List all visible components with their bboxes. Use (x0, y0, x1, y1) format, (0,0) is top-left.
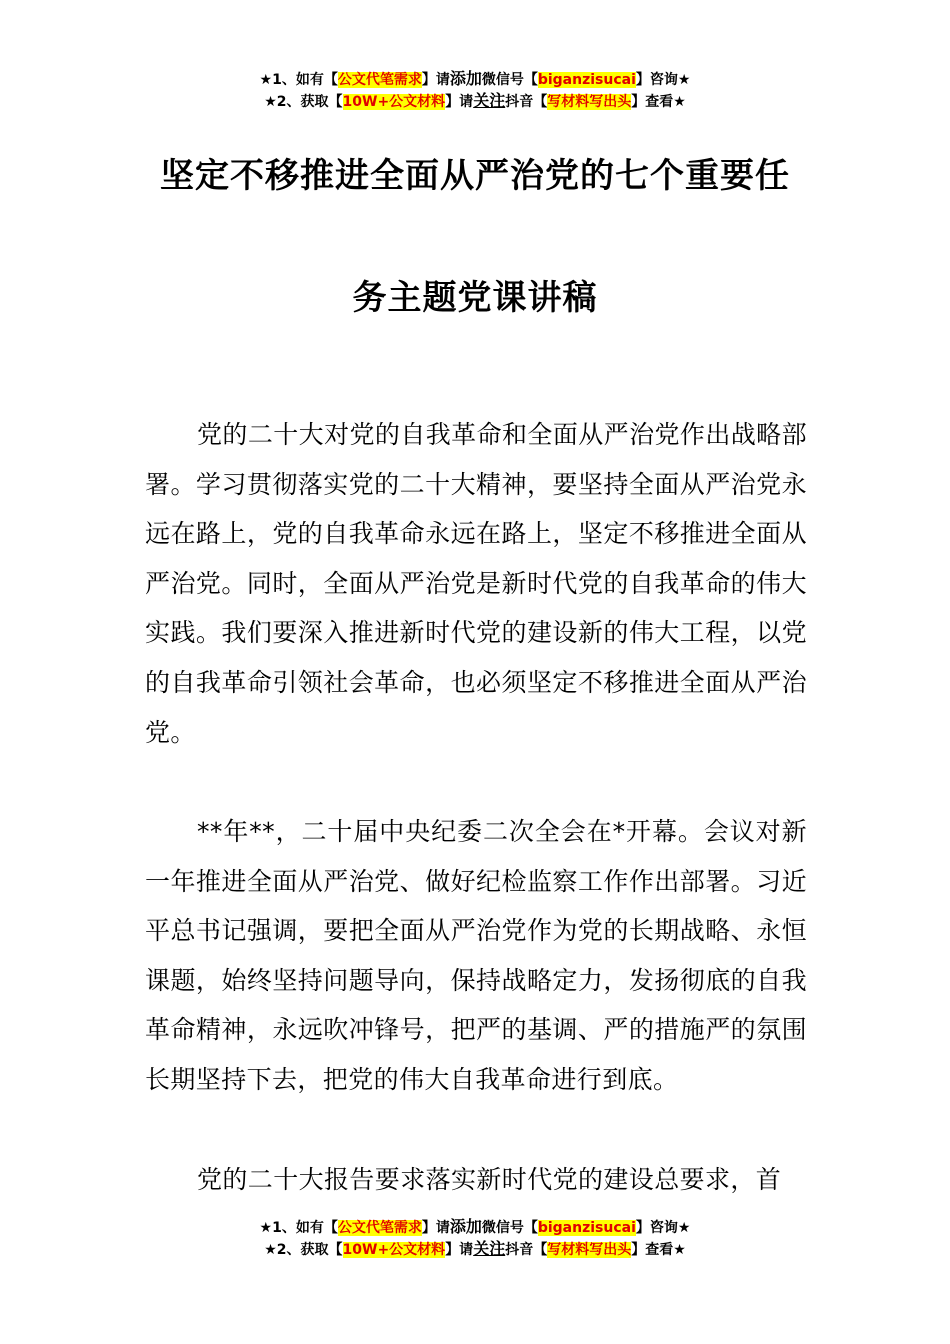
ad-text: 】查看★ (631, 94, 686, 110)
ad-highlight-wechat-id: biganzisucai (537, 1220, 636, 1236)
ad-text: 微信号【 (481, 72, 538, 88)
body-paragraph-2: **年**，二十届中央纪委二次全会在*开幕。会议对新一年推进全面从严治党、做好纪检监察工作作出部署。习近平总书记强调，要把全面从严治党作为党的长期战略、永恒课题，始终坚持问题导向，保持战略定力，发扬彻底的自我革命精神，永远吹冲锋号，把严的基调、严的措施严的氛围长期坚持下去，把党的伟大自我革命进行到底。 (145, 817, 807, 1094)
header-ad-banner (0, 68, 950, 112)
header-ad-line-2 (0, 90, 950, 112)
ad-highlight-wechat-id: biganzisucai (537, 72, 636, 88)
ad-emphasis: 关注 (473, 91, 506, 110)
footer-ad-line-1 (0, 1216, 950, 1238)
ad-text: 】查看★ (631, 1242, 686, 1258)
ad-highlight-douyin: 写材料写出头 (547, 94, 632, 110)
ad-text: 】咨询★ (635, 72, 691, 88)
ad-emphasis: 关注 (473, 1239, 506, 1258)
ad-emphasis: 添加 (449, 1217, 482, 1236)
ad-text: 】请 (421, 1220, 450, 1236)
ad-text: 抖音【 (505, 1242, 548, 1258)
ad-text: 】咨询★ (635, 1220, 691, 1236)
ad-text: 】请 (445, 94, 474, 110)
body-paragraph-1: 党的二十大对党的自我革命和全面从严治党作出战略部署。学习贯彻落实党的二十大精神，要坚持全面从严治党永远在路上，党的自我革命永远在路上，坚定不移推进全面从严治党。同时，全面从严治党是新时代党的自我革命的伟大实践。我们要深入推进新时代党的建设新的伟大工程，以党的自我革命引领社会革命，也必须坚定不移推进全面从严治党。 (145, 420, 807, 747)
ad-highlight-douyin: 写材料写出头 (547, 1242, 632, 1258)
document-title-line-1: 坚定不移推进全面从严治党的七个重要任 (160, 156, 790, 196)
ad-text: ★2、获取【 (264, 94, 343, 110)
ad-text: ★1、如有【 (259, 1220, 338, 1236)
footer-ad-line-2 (0, 1238, 950, 1260)
ad-highlight-materials: 10W+公文材料 (342, 1242, 446, 1258)
ad-text: 抖音【 (505, 94, 548, 110)
ad-highlight-service: 公文代笔需求 (337, 72, 422, 88)
ad-text: ★1、如有【 (259, 72, 338, 88)
ad-highlight-materials: 10W+公文材料 (342, 94, 446, 110)
document-title-line-2: 务主题党课讲稿 (352, 278, 598, 318)
ad-text: ★2、获取【 (264, 1242, 343, 1258)
header-ad-line-1 (0, 68, 950, 90)
ad-highlight-service: 公文代笔需求 (337, 1220, 422, 1236)
ad-emphasis: 添加 (449, 69, 482, 88)
ad-text: 】请 (445, 1242, 474, 1258)
footer-ad-banner (0, 1216, 950, 1260)
ad-text: 】请 (421, 72, 450, 88)
body-paragraph-3: 党的二十大报告要求落实新时代党的建设总要求，首 (197, 1165, 782, 1194)
ad-text: 微信号【 (481, 1220, 538, 1236)
